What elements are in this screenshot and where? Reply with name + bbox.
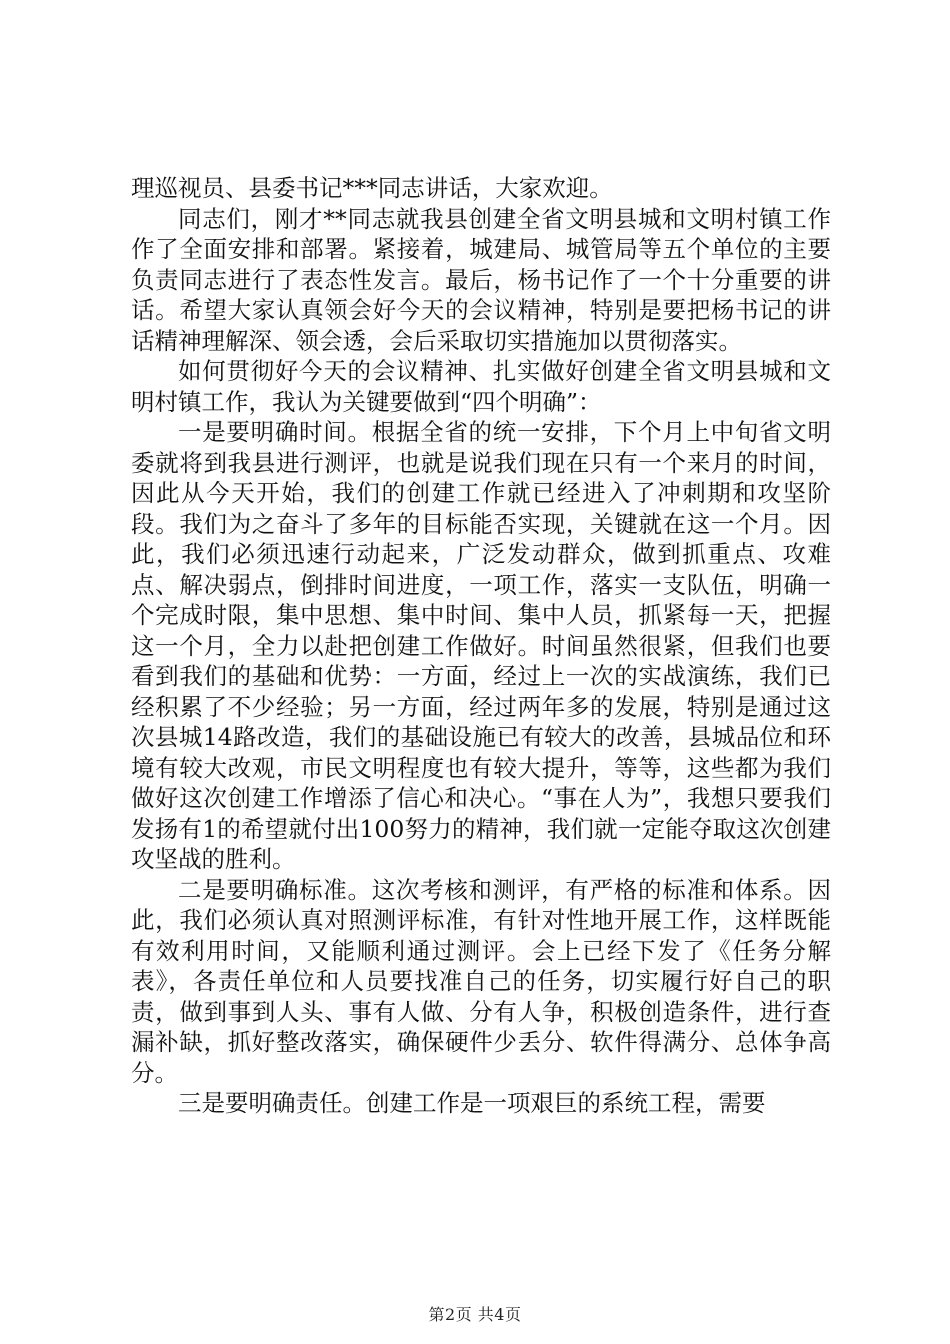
paragraph-4: 一是要明确时间。根据全省的统一安排，下个月上中旬省文明委就将到我县进行测评，也就是说我们现在只有一个来月的时间，因此从今天开始，我们的创建工作就已经进入了冲刺期和攻坚阶段。我们为之奋斗了多年的目标能否实现，关键就在这一个月。因此，我们必须迅速行动起来，广泛发动群众，做到抓重点、攻难点、解决弱点，倒排时间进度，一项工作，落实一支队伍，明确一个完成时限，集中思想、集中时间、集中人员，抓紧每一天，把握这一个月，全力以赴把创建工作做好。时间虽然很紧，但我们也要看到我们的基础和优势：一方面，经过上一次的实战演练，我们已经积累了不少经验；另一方面，经过两年多的发展，特别是通过这次县城14路改造，我们的基础设施已有较大的改善，县城品位和环境有较大改观，市民文明程度也有较大提升，等等，这些都为我们做好这次创建工作增添了信心和决心。“事在人为”，我想只要我们发扬有1的希望就付出100努力的精神，我们就一定能夺取这次创建攻坚战的胜利。 [131, 418, 831, 873]
paragraph-2: 同志们，刚才**同志就我县创建全省文明县城和文明村镇工作作了全面安排和部署。紧接着，城建局、城管局等五个单位的主要负责同志进行了表态性发言。最后，杨书记作了一个十分重要的讲话。希望大家认真领会好今天的会议精神，特别是要把杨书记的讲话精神理解深、领会透，会后采取切实措施加以贯彻落实。 [131, 204, 831, 355]
paragraph-5: 二是要明确标准。这次考核和测评，有严格的标准和体系。因此，我们必须认真对照测评标准，有针对性地开展工作，这样既能有效利用时间，又能顺利通过测评。会上已经下发了《任务分解表》，各责任单位和人员要找准自己的任务，切实履行好自己的职责，做到事到人头、事有人做、分有人争，积极创造条件，进行查漏补缺，抓好整改落实，确保硬件少丢分、软件得满分、总体争高分。 [131, 875, 831, 1087]
body-text [131, 173, 831, 1119]
paragraph-3: 如何贯彻好今天的会议精神、扎实做好创建全省文明县城和文明村镇工作，我认为关键要做到“四个明确”： [131, 357, 831, 416]
paragraph-6: 三是要明确责任。创建工作是一项艰巨的系统工程，需要 [178, 1089, 766, 1117]
paragraph-1: 理巡视员、县委书记***同志讲话，大家欢迎。 [131, 174, 613, 202]
page-footer: 第2页 共4页 [428, 1305, 522, 1324]
